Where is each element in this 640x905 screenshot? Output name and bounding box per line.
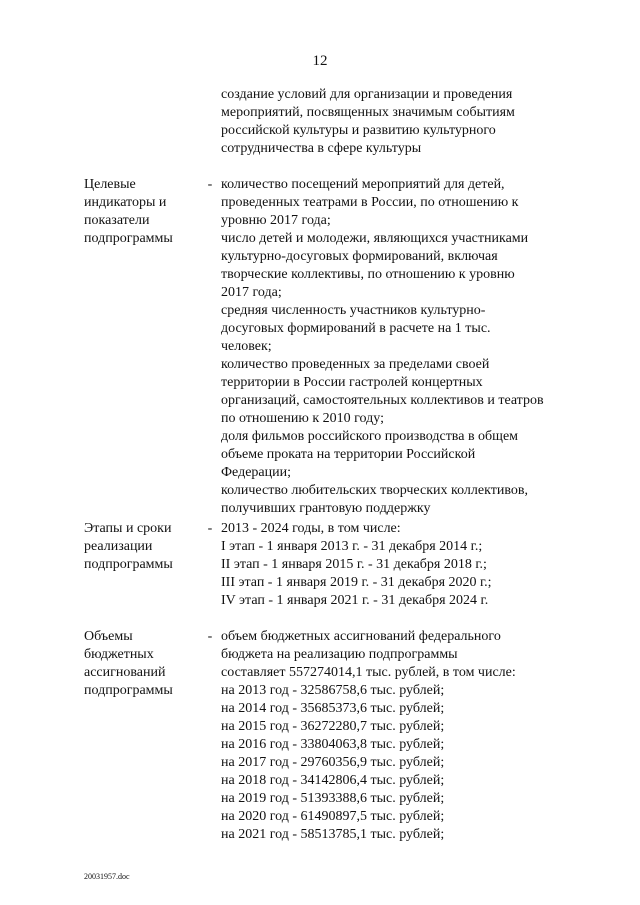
content-line: человек; [221,339,272,354]
intro-line: российской культуры и развитию культурного [221,123,496,138]
content-line: уровню 2017 года; [221,213,331,228]
content-line: территории в России гастролей концертных [221,375,483,390]
content-line: культурно-досуговых формирований, включая [221,249,498,264]
section-label [84,176,199,518]
section-indicators [84,176,604,518]
content-line: составляет 557274014,1 тыс. рублей, в том числе: [221,665,516,680]
content-line: количество любительских творческих коллективов, [221,483,528,498]
section-content [221,520,591,610]
section-budget [84,628,604,844]
content-line: объем бюджетных ассигнований федерального [221,629,501,644]
content-line: II этап - 1 января 2015 г. - 31 декабря 2018 г.; [221,557,487,572]
label-line: индикаторы и [84,195,167,210]
content-line: количество посещений мероприятий для детей, [221,177,505,192]
file-name-footer: 20031957.doc [84,872,130,881]
content-line: 2017 года; [221,285,282,300]
content-line: на 2021 год - 58513785,1 тыс. рублей; [221,827,445,842]
section-stages [84,520,604,610]
content-line: досуговых формирований в расчете на 1 тыс. [221,321,491,336]
content-line: средняя численность участников культурно- [221,303,486,318]
content-line: число детей и молодежи, являющихся участниками [221,231,529,246]
content-line: на 2013 год - 32586758,6 тыс. рублей; [221,683,445,698]
content-line: IV этап - 1 января 2021 г. - 31 декабря 2024 г. [221,593,489,608]
page-number: 12 [312,53,328,69]
content-line: на 2017 год - 29760356,9 тыс. рублей; [221,755,445,770]
content-line: творческие коллективы, по отношению к уровню [221,267,515,282]
content-line: объеме проката на территории Российской [221,447,476,462]
intro-text [221,86,591,158]
content-line: бюджета на реализацию подпрограммы [221,647,458,662]
content-line: Федерации; [221,465,292,480]
content-line: III этап - 1 января 2019 г. - 31 декабря 2020 г.; [221,575,492,590]
content-line: 2013 - 2024 годы, в том числе: [221,521,401,536]
content-line: проведенных театрами в России, по отношению к [221,195,519,210]
section-dash: - [207,177,213,192]
content-line: I этап - 1 января 2013 г. - 31 декабря 2014 г.; [221,539,483,554]
label-line: подпрограммы [84,231,173,246]
content-line: на 2016 год - 33804063,8 тыс. рублей; [221,737,445,752]
label-line: показатели [84,213,150,228]
intro-line: сотрудничества в сфере культуры [221,141,422,156]
content-line: на 2014 год - 35685373,6 тыс. рублей; [221,701,445,716]
section-dash: - [207,521,213,536]
label-line: Этапы и сроки [84,521,172,536]
label-line: реализации [84,539,153,554]
content-line: на 2015 год - 36272280,7 тыс. рублей; [221,719,445,734]
content-line: на 2020 год - 61490897,5 тыс. рублей; [221,809,445,824]
label-line: ассигнований [84,665,166,680]
section-content [221,628,591,844]
content-line: на 2019 год - 51393388,6 тыс. рублей; [221,791,445,806]
content-line: доля фильмов российского производства в общем [221,429,519,444]
label-line: подпрограммы [84,683,173,698]
section-label [84,520,199,610]
content-line: на 2018 год - 34142806,4 тыс. рублей; [221,773,445,788]
label-line: подпрограммы [84,557,173,572]
label-line: Объемы [84,629,133,644]
section-content [221,176,591,518]
content-line: по отношению к 2010 году; [221,411,384,426]
label-line: Целевые [84,177,136,192]
content-line: организаций, самостоятельных коллективов и театров [221,393,544,408]
section-dash: - [207,629,213,644]
content-line: получивших грантовую поддержку [221,501,431,516]
intro-line: мероприятий, посвященных значимым событиям [221,105,515,120]
intro-line: создание условий для организации и проведения [221,87,513,102]
section-label [84,628,199,844]
content-line: количество проведенных за пределами своей [221,357,490,372]
label-line: бюджетных [84,647,154,662]
